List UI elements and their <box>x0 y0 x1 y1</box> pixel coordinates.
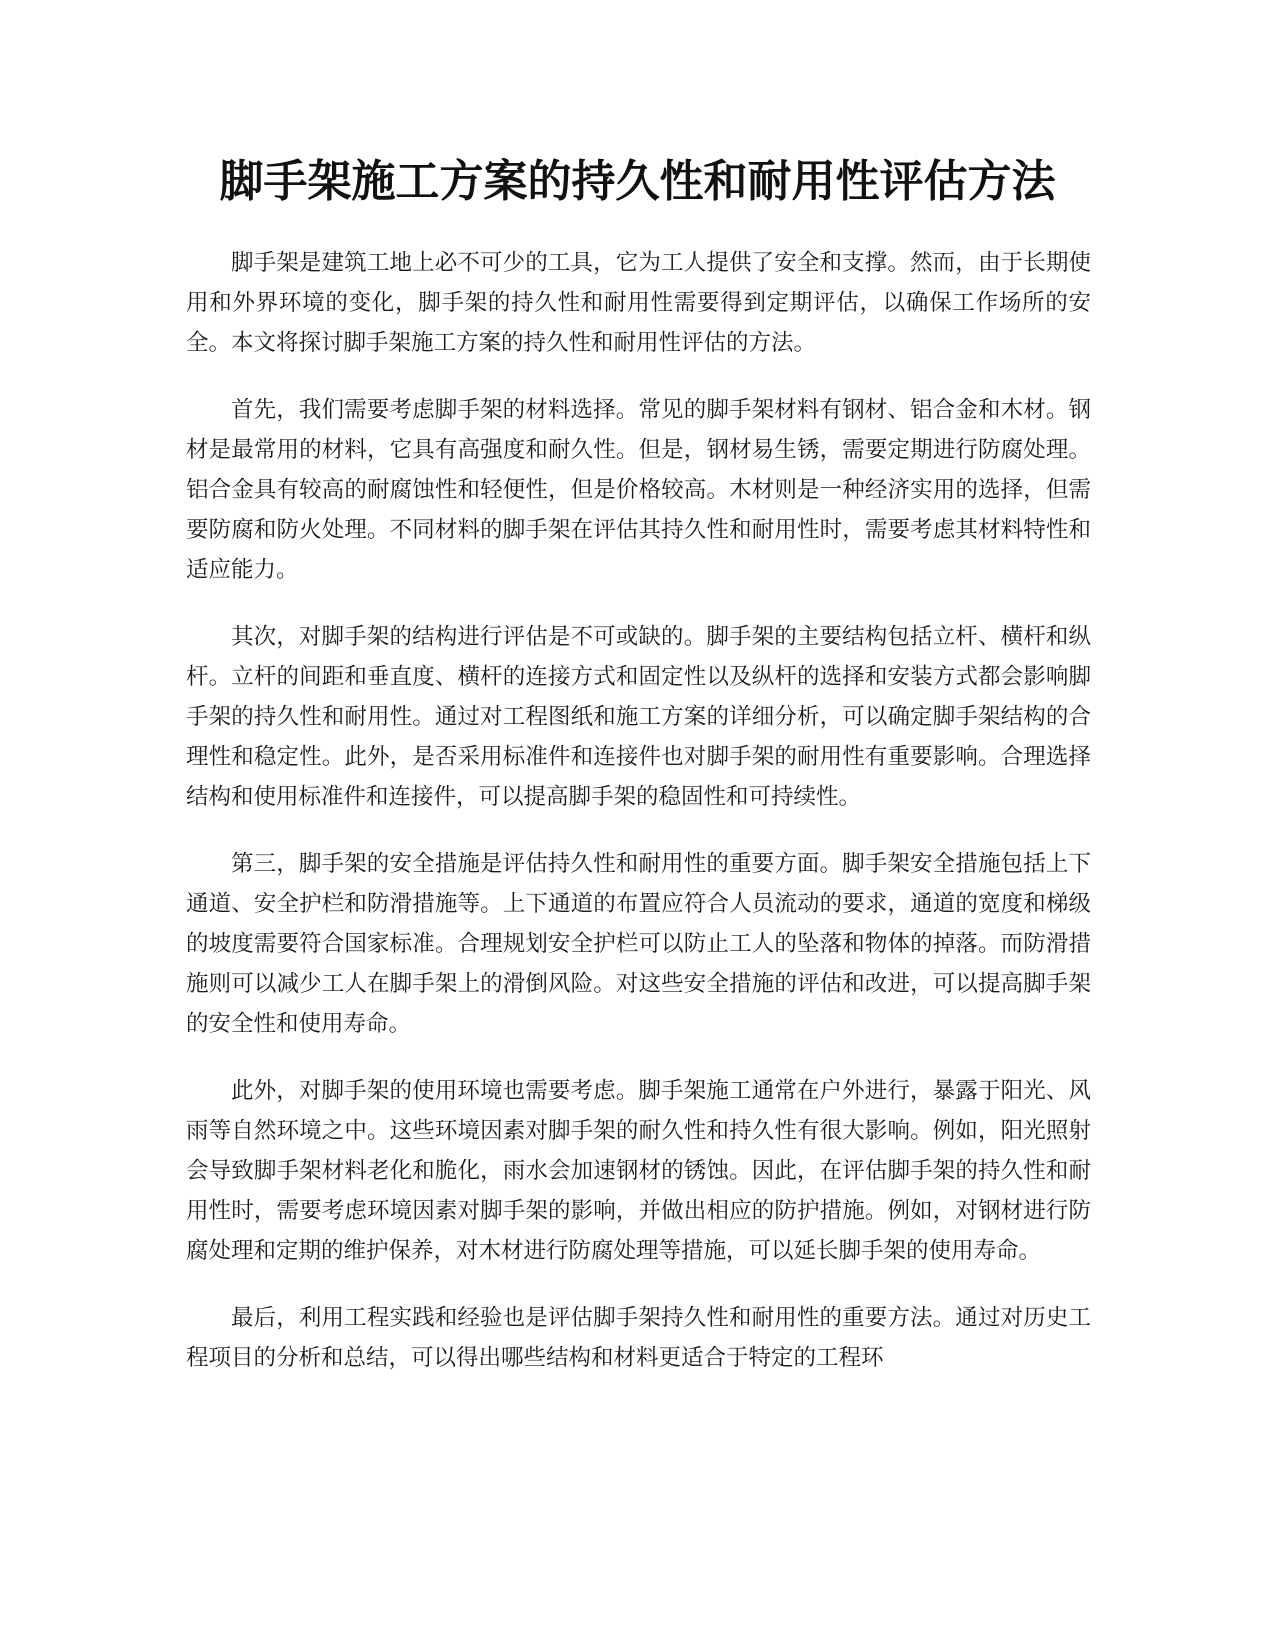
paragraph-environment: 此外，对脚手架的使用环境也需要考虑。脚手架施工通常在户外进行，暴露于阳光、风雨等自然环境之中。这些环境因素对脚手架的耐久性和持久性有很大影响。例如，阳光照射会导致脚手架材料老化和脆化，雨水会加速钢材的锈蚀。因此，在评估脚手架的持久性和耐用性时，需要考虑环境因素对脚手架的影响，并做出相应的防护措施。例如，对钢材进行防腐处理和定期的维护保养，对木材进行防腐处理等措施，可以延长脚手架的使用寿命。 <box>186 1078 1091 1264</box>
paragraph-materials: 首先，我们需要考虑脚手架的材料选择。常见的脚手架材料有钢材、铝合金和木材。钢材是最常用的材料，它具有高强度和耐久性。但是，钢材易生锈，需要定期进行防腐处理。铝合金具有较高的耐腐蚀性和轻便性，但是价格较高。木材则是一种经济实用的选择，但需要防腐和防火处理。不同材料的脚手架在评估其持久性和耐用性时，需要考虑其材料特性和适应能力。 <box>186 397 1091 583</box>
paragraph-safety: 第三，脚手架的安全措施是评估持久性和耐用性的重要方面。脚手架安全措施包括上下通道、安全护栏和防滑措施等。上下通道的布置应符合人员流动的要求，通道的宽度和梯级的坡度需要符合国家标准。合理规划安全护栏可以防止工人的坠落和物体的掉落。而防滑措施则可以减少工人在脚手架上的滑倒风险。对这些安全措施的评估和改进，可以提高脚手架的安全性和使用寿命。 <box>186 851 1091 1037</box>
paragraph-structure: 其次，对脚手架的结构进行评估是不可或缺的。脚手架的主要结构包括立杆、横杆和纵杆。立杆的间距和垂直度、横杆的连接方式和固定性以及纵杆的选择和安装方式都会影响脚手架的持久性和耐用性。通过对工程图纸和施工方案的详细分析，可以确定脚手架结构的合理性和稳定性。此外，是否采用标准件和连接件也对脚手架的耐用性有重要影响。合理选择结构和使用标准件和连接件，可以提高脚手架的稳固性和可持续性。 <box>186 624 1091 810</box>
paragraph-experience: 最后，利用工程实践和经验也是评估脚手架持久性和耐用性的重要方法。通过对历史工程项目的分析和总结，可以得出哪些结构和材料更适合于特定的工程环 <box>186 1305 1091 1371</box>
paragraph-intro: 脚手架是建筑工地上必不可少的工具，它为工人提供了安全和支撑。然而，由于长期使用和外界环境的变化，脚手架的持久性和耐用性需要得到定期评估，以确保工作场所的安全。本文将探讨脚手架施工方案的持久性和耐用性评估的方法。 <box>186 250 1091 356</box>
document-title: 脚手架施工方案的持久性和耐用性评估方法 <box>219 156 1056 207</box>
document-body <box>186 243 1091 1405</box>
